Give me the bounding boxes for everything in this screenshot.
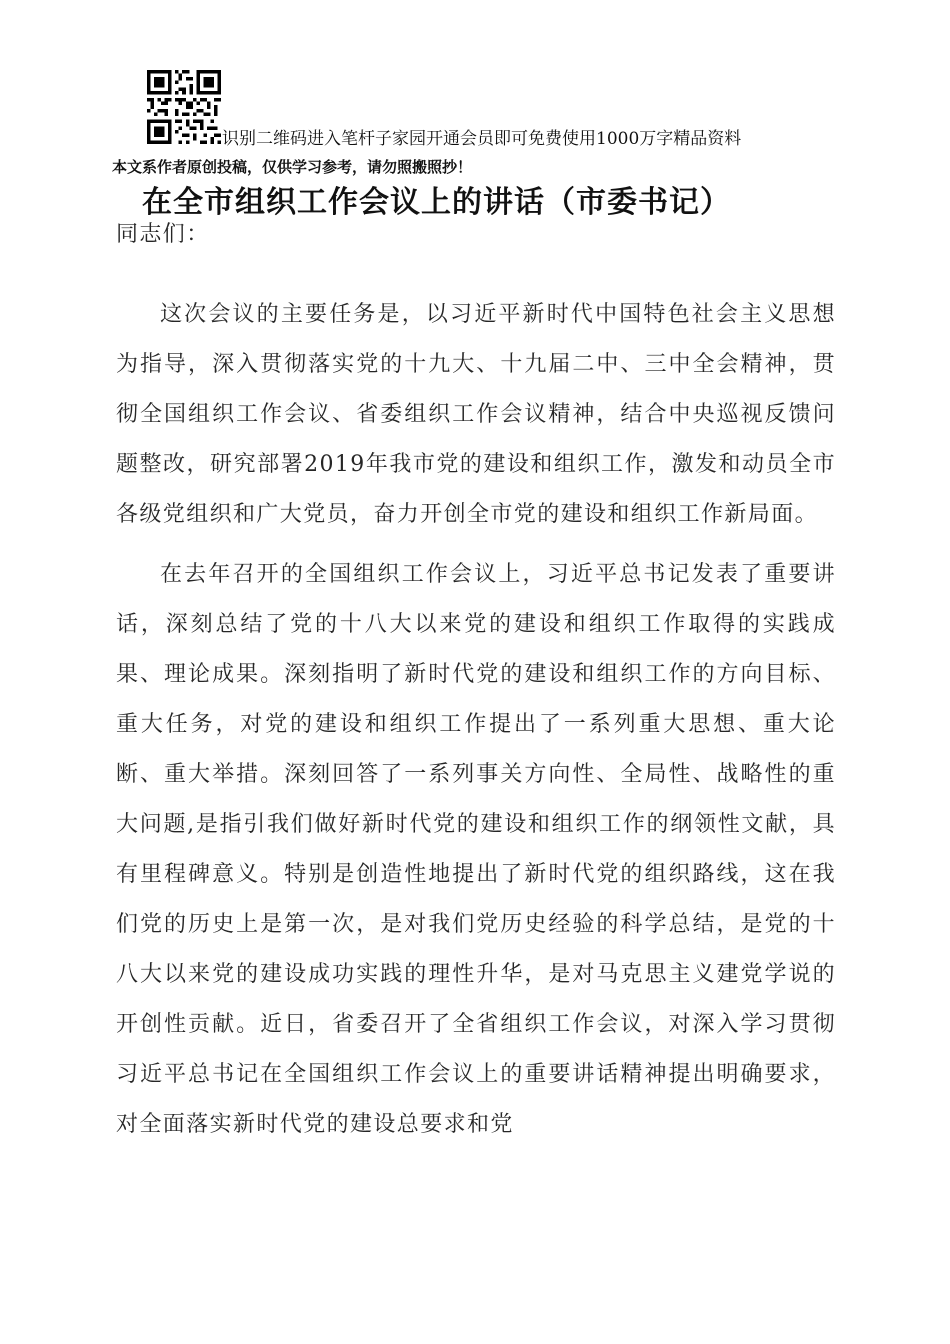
paragraph-2: 在去年召开的全国组织工作会议上，习近平总书记发表了重要讲话，深刻总结了党的十八大以来党的建设和组织工作取得的实践成果、理论成果。深刻指明了新时代党的建设和组织工作的方向目标、重大任务，对党的建设和组织工作提出了一系列重大思想、重大论断、重大举措。深刻回答了一系列事关方向性、全局性、战略性的重大问题,是指引我们做好新时代党的建设和组织工作的纲领性文献，具有里程碑意义。特别是创造性地提出了新时代党的组织路线，这在我们党的历史上是第一次，是对我们党历史经验的科学总结，是党的十八大以来党的建设成功实践的理性升华，是对马克思主义建党学说的开创性贡献。近日，省委召开了全省组织工作会议，对深入学习贯彻习近平总书记在全国组织工作会议上的重要讲话精神提出明确要求，对全面落实新时代党的建设总要求和党 [116,562,836,1137]
promo-notice: 识别二维码进入笔杆子家园开通会员即可免费使用1000万字精品资料 [222,129,742,149]
paragraph-1: 这次会议的主要任务是，以习近平新时代中国特色社会主义思想为指导，深入贯彻落实党的十九大、十九届二中、三中全会精神，贯彻全国组织工作会议、省委组织工作会议精神，结合中央巡视反馈问题整改，研究部署2019年我市党的建设和组织工作，激发和动员全市各级党组织和广大党员，奋力开创全市党的建设和组织工作新局面。 [116,302,836,527]
qr-code-icon[interactable] [147,70,221,144]
document-title: 在全市组织工作会议上的讲话（市委书记） [142,185,731,220]
salutation: 同志们： [116,222,210,247]
copyright-disclaimer: 本文系作者原创投稿，仅供学习参考，请勿照搬照抄！ [112,158,473,176]
document-body [116,208,836,1150]
